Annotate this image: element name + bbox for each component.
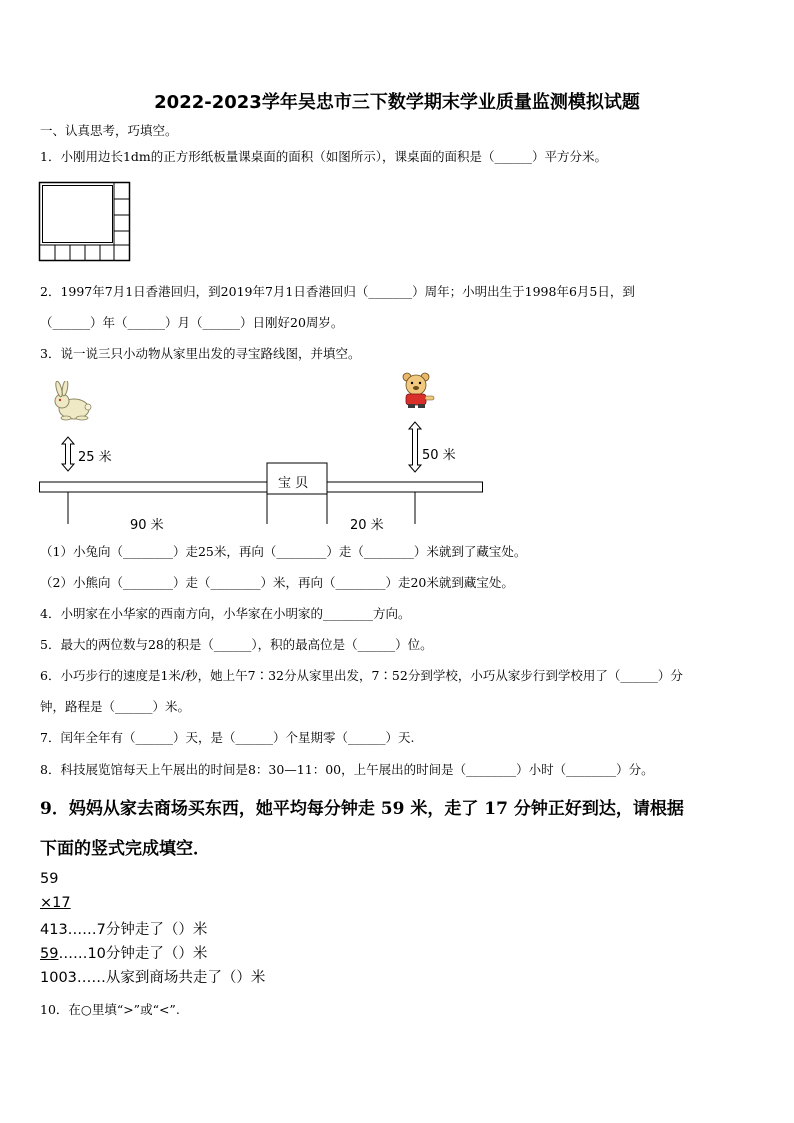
calc-line-5: 1003……从家到商场共走了（）米 [40, 970, 266, 986]
question-9-line-1: 9．妈妈从家去商场买东西，她平均每分钟走 59 米，走了 17 分钟正好到达，请根据 [40, 799, 684, 819]
rabbit-icon [50, 381, 94, 423]
question-8: 8．科技展览馆每天上午展出的时间是8：30—11：00，上午展出的时间是（________）小时（________）分。 [40, 762, 654, 777]
question-2-line-2: （______）年（______）月（______）日刚好20周岁。 [40, 315, 344, 330]
question-1: 1．小刚用边长1dm的正方形纸板量课桌面的面积（如图所示），课桌面的面积是（______）平方分米。 [40, 149, 608, 164]
label-50m: 50 米 [422, 448, 456, 463]
label-90m: 90 米 [130, 518, 164, 533]
label-25m: 25 米 [78, 450, 112, 465]
question-6-line-1: 6．小巧步行的速度是1米/秒，她上午7∶32分从家里出发，7∶52分到学校，小巧从家步行到学校用了（______）分 [40, 668, 683, 683]
calc-line-3: 413……7分钟走了（）米 [40, 922, 208, 938]
label-20m: 20 米 [350, 518, 384, 533]
calc-line-1: 59 [40, 871, 59, 887]
question-9-line-2: 下面的竖式完成填空． [40, 839, 210, 859]
question-3-1: （1）小兔向（________）走25米，再向（________）走（________）米就到了藏宝处。 [40, 544, 527, 559]
question-4: 4．小明家在小华家的西南方向，小华家在小明家的________方向。 [40, 606, 411, 621]
calc-line-2: ×17 [40, 895, 71, 911]
question-10: 10．在○里填“>”或“<”. [40, 1002, 180, 1017]
calc-line-4 [40, 942, 207, 963]
treasure-road-diagram [38, 460, 488, 526]
question-2-line-1: 2．1997年7月1日香港回归，到2019年7月1日香港回归（_______）周年；小明出生于1998年6月5日，到 [40, 284, 635, 299]
calc-line-4-number: 59 [40, 946, 59, 962]
question-6-line-2: 钟，路程是（______）米。 [40, 699, 191, 714]
question-5: 5．最大的两位数与28的积是（______），积的最高位是（______）位。 [40, 637, 433, 652]
calc-line-4-text: ……10分钟走了（）米 [58, 946, 208, 962]
bear-icon [398, 372, 438, 410]
question-7: 7．闰年全年有（______）天，是（______）个星期零（______）天. [40, 730, 415, 745]
question-3: 3．说一说三只小动物从家里出发的寻宝路线图，并填空。 [40, 346, 361, 361]
question-3-2: （2）小熊向（________）走（________）米，再向（________）走20米就到藏宝处。 [40, 575, 514, 590]
desk-grid-figure [38, 181, 132, 263]
page-title: 2022-2023学年吴忠市三下数学期末学业质量监测模拟试题 [154, 92, 640, 113]
section-heading: 一、认真思考，巧填空。 [40, 123, 178, 138]
treasure-label: 宝 贝 [278, 476, 309, 491]
